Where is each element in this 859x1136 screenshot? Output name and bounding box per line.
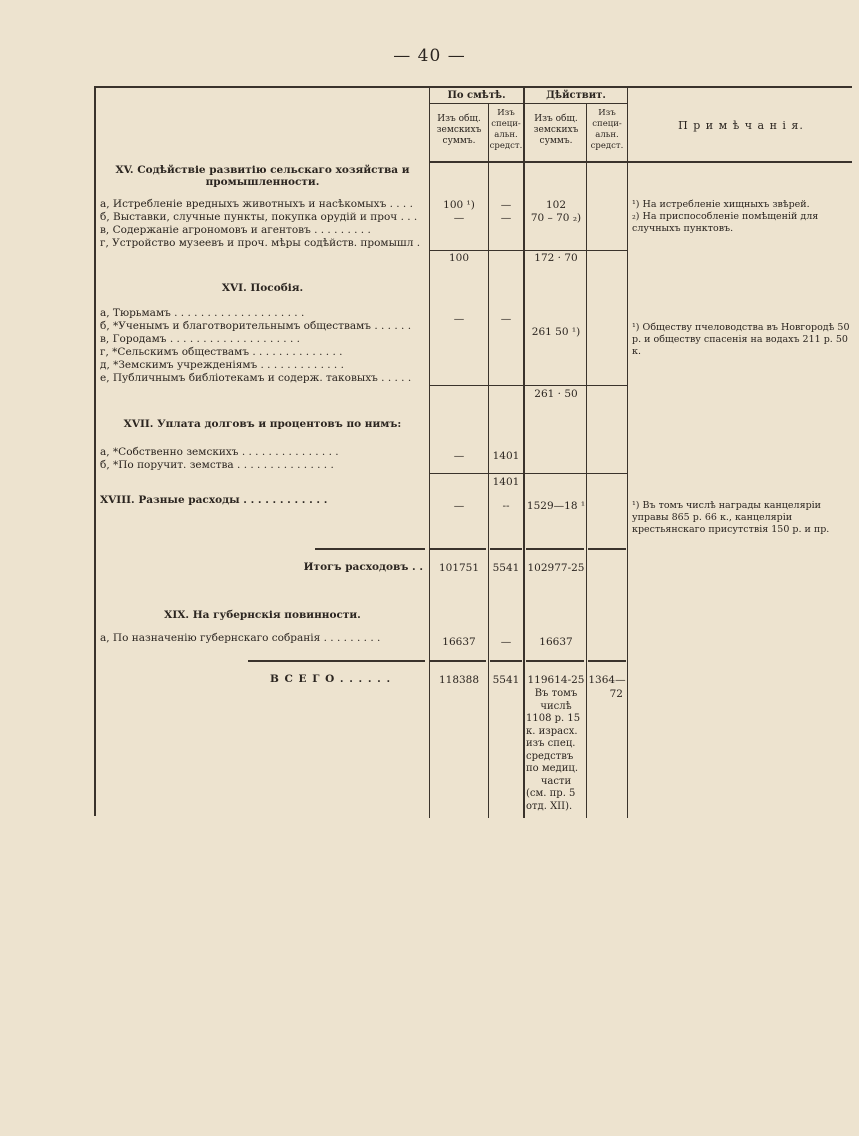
grand-total-est-general: 118388 <box>438 674 480 686</box>
xv-total-est: 100 <box>448 252 470 264</box>
note-line: (см. пр. 5 <box>526 788 576 799</box>
note-line: изъ спец. <box>526 738 576 749</box>
xvii-total-special: 1401 <box>492 476 520 488</box>
xvi-total-act: 261 · 50 <box>534 388 578 400</box>
xv-act-general-a: 102 <box>545 199 567 211</box>
note-line: числѣ <box>540 700 572 712</box>
section-xv-title-text: XV. Содѣйствіе развитію сельскаго хозяйства и промышленности. <box>115 164 410 188</box>
totals-rule <box>315 548 425 550</box>
totals-rule <box>588 548 626 550</box>
grand-total-label: В С Е Г О . . . . . . <box>270 673 392 685</box>
totals-act-general: 102977-25 <box>527 562 585 574</box>
xix-act-general: 16637 <box>539 636 573 648</box>
subtotal-line <box>429 385 627 386</box>
grand-total-act-special-2: 72 <box>609 688 623 700</box>
list-item: д, *Земскимъ учрежденіямъ . . . . . . . . . . . . . <box>100 359 344 371</box>
totals-rule <box>430 548 486 550</box>
totals-label: Итогъ расходовъ . . <box>303 561 423 573</box>
note-line: Въ томъ <box>534 688 578 699</box>
xvi-est-general: — <box>453 313 465 325</box>
header-from-general-2: Изъ общ. земскихъ суммъ. <box>533 114 579 146</box>
xv-est-general-b: — <box>453 212 465 224</box>
list-item: в, Городамъ . . . . . . . . . . . . . . . . . . . . <box>100 333 300 345</box>
xviii-note-1: ¹) Въ томъ числѣ награды канцеляріи управы 865 р. 66 к., канцеляріи крестьянскаго присутствія 150 р. и пр. <box>632 500 830 535</box>
list-item: г, Устройство музеевъ и проч. мѣры содѣйств. промышл . <box>100 237 421 249</box>
table-left-border <box>94 86 96 816</box>
table-top-border <box>94 86 852 88</box>
header-by-estimate: По смѣтѣ. <box>447 90 506 101</box>
xviii-act-general: 1529—18 ¹ <box>526 500 586 512</box>
list-item: б, *По поручит. земства . . . . . . . . . . . . . . . <box>100 459 334 471</box>
section-xvii-title: XVII. Уплата долговъ и процентовъ по нимъ: <box>123 418 402 430</box>
col-divider <box>627 88 628 818</box>
note-line: отд. XII). <box>526 800 573 812</box>
grand-total-act-special: 1364— <box>588 674 626 686</box>
xv-est-special-b: — <box>500 212 512 224</box>
subtotal-line <box>429 473 627 474</box>
xvii-est-general: — <box>453 450 465 462</box>
list-item: г, *Сельскимъ обществамъ . . . . . . . . . . . . . . <box>100 346 343 358</box>
grand-total-est-special: 5541 <box>492 674 520 686</box>
xv-act-general-b: 70 – 70 ₂) <box>530 212 582 224</box>
header-divider <box>429 103 627 104</box>
col-divider <box>586 104 587 818</box>
header-from-special-1: Изъ специ-альн. средст. <box>489 108 523 151</box>
header-from-special-2: Изъ специ-альн. средст. <box>590 108 624 151</box>
xvi-est-special: — <box>500 313 512 325</box>
list-item: а, Истребленіе вредныхъ животныхъ и насѣкомыхъ . . . . <box>100 198 413 210</box>
list-item: б, *Ученымъ и благотворительнымъ обществамъ . . . . . . <box>100 320 412 332</box>
list-item: в, Содержаніе агрономовъ и агентовъ . . . . . . . . . <box>100 224 371 236</box>
xv-note-1: ¹) На истребленіе хищныхъ звѣрей. <box>632 199 810 210</box>
totals-rule <box>526 548 584 550</box>
header-bottom-border <box>429 161 852 163</box>
section-xviii-title: XVIII. Разные расходы . . . . . . . . . . . . <box>100 494 328 506</box>
totals-est-special: 5541 <box>492 562 520 574</box>
grand-total-act-note <box>526 688 586 813</box>
xvii-est-special: 1401 <box>492 450 520 462</box>
xix-est-special: — <box>500 636 512 648</box>
subtotal-line <box>429 250 627 251</box>
xv-note-2: ₂) На приспособленіе помѣщеній для случныхъ пунктовъ. <box>632 211 819 234</box>
header-from-general-1: Изъ общ. земскихъ суммъ. <box>436 114 482 146</box>
xviii-est-special: -- <box>502 500 510 512</box>
list-item: а, По назначенію губернскаго собранія . . . . . . . . . <box>100 632 381 644</box>
section-xv-title <box>100 164 425 188</box>
grand-total-rule <box>248 660 425 662</box>
note-line: к. израсх. <box>526 725 578 737</box>
list-item: б, Выставки, случные пункты, покупка орудій и проч . . . <box>100 211 418 223</box>
xvi-act-general: 261 50 ¹) <box>531 326 581 338</box>
xv-total-act: 172 · 70 <box>534 252 578 264</box>
grand-total-rule <box>490 660 522 662</box>
grand-total-rule <box>526 660 584 662</box>
xvi-note-1: ¹) Обществу пчеловодства въ Новгородѣ 50 р. и обществу спасенія на водахъ 211 р. 50 к. <box>632 322 850 357</box>
section-xix-title: XIX. На губернскія повинности. <box>164 609 361 621</box>
grand-total-rule <box>430 660 486 662</box>
grand-total-act-general: 119614-25 <box>527 674 585 686</box>
xix-est-general: 16637 <box>442 636 476 648</box>
note-line: части <box>540 775 572 787</box>
xviii-est-general: — <box>453 500 465 512</box>
col-divider <box>523 88 525 818</box>
xv-est-general-a: 100 ¹) <box>443 199 475 211</box>
totals-est-general: 101751 <box>438 562 480 574</box>
totals-rule <box>490 548 522 550</box>
xv-est-special-a: — <box>500 199 512 211</box>
header-actual: Дѣйствит. <box>546 90 606 101</box>
list-item: а, Тюрьмамъ . . . . . . . . . . . . . . . . . . . . <box>100 307 305 319</box>
list-item: е, Публичнымъ библіотекамъ и содерж. таковыхъ . . . . . <box>100 372 412 384</box>
section-xvi-title: XVI. Пособія. <box>221 282 304 294</box>
note-line: по медиц. <box>526 763 578 774</box>
grand-total-rule <box>588 660 626 662</box>
list-item: а, *Собственно земскихъ . . . . . . . . . . . . . . . <box>100 446 339 458</box>
page-number: — 40 — <box>393 46 466 66</box>
header-notes: П р и м ѣ ч а н і я. <box>678 119 804 132</box>
note-line: средствъ <box>526 750 574 762</box>
note-line: 1108 р. 15 <box>526 713 581 724</box>
